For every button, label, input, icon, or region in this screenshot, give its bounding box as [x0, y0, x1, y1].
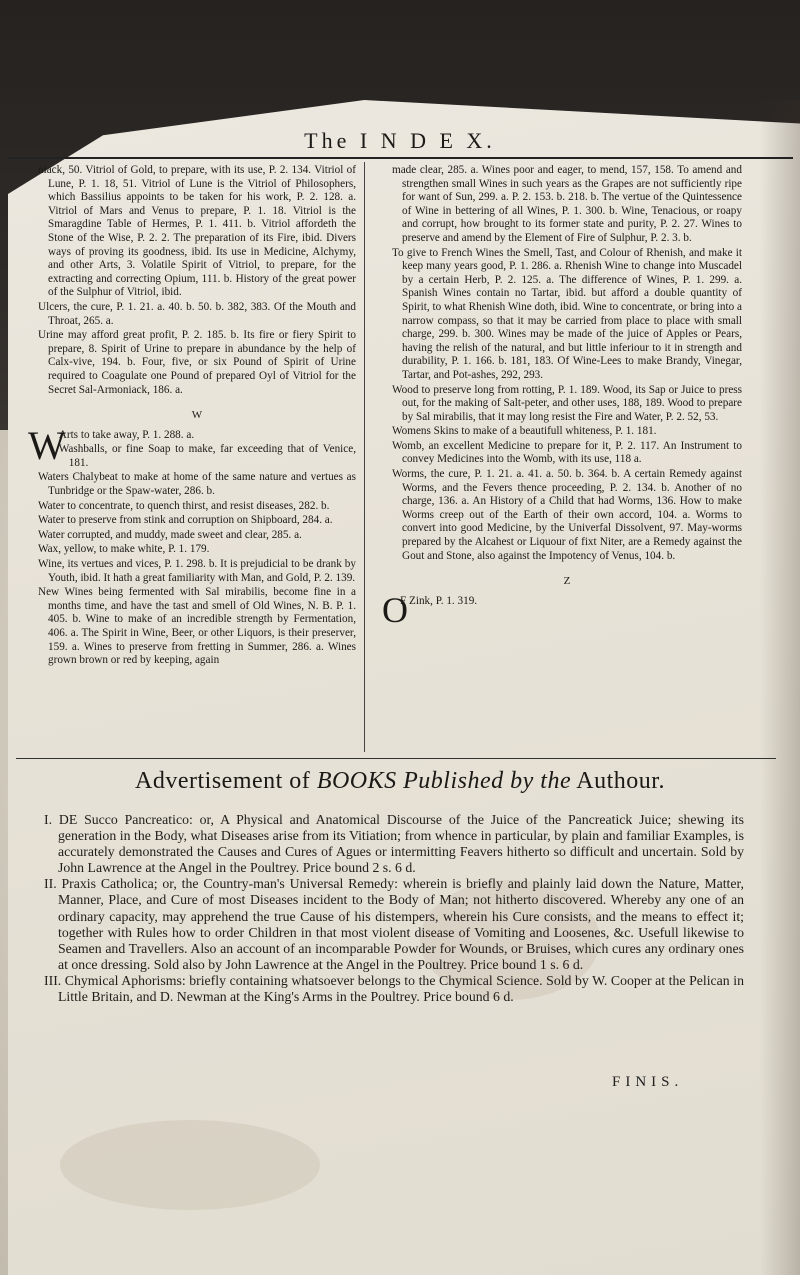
page-edge-shadow — [760, 100, 800, 1275]
column-divider — [364, 162, 365, 752]
index-entry: To give to French Wines the Smell, Tast, and Colour of Rhenish, and make it keep many years good, P. 1. 286. a. Rhenish Wine to change into Muscadel by a certain Herb, P. 2. 125. a. The difference of Wines, P. 1. 299. a. Spanish Wines contain no Tartar, ibid. but afford a double quantity of Spirit, to what Rhenish Wine doth, ibid. Wine to concentrate, or bring into a narrow compass, so that it may be carried from place to place with small charge, 299. b. 300. Wines may be made of the juice of Apples or Pears, having the relish of the natural, and but little inferiour to it in strength and durability, P. 1. 166. b. 181, 183. Of Wine-Lees to make Brandy, Vinegar, Tartar, and Pot-ashes, 292, 293. — [392, 246, 742, 381]
index-entry: Womb, an excellent Medicine to prepare for it, P. 2. 117. An Instrument to convey Medicines into the Womb, with its use, 118 a. — [392, 439, 742, 466]
index-entry: Water to concentrate, to quench thirst, and resist diseases, 282. b. — [38, 499, 330, 512]
index-entry: Water corrupted, and muddy, made sweet and clear, 285. a. — [38, 528, 302, 541]
advertisement-item: II. Praxis Catholica; or, the Country-man's Universal Remedy: wherein is briefly and plainly laid down the Nature, Matter, Manner, Place, and Cure of most Diseases incident to the Body of Man; not hitherto discovered. Whereby any one of an ordinary capacity, may apprehend the true Cause of his distempers, wherein his Cure consists, and the means to effect it; together with Rules how to order Children in that most violent disease of Vomiting and Loosenes, &c. Usefull likewise to Seamen and Travellers. Also an account of an incomparable Powder for Wounds, or Bruises, which cures any ordinary ones at once dressing. Sold also by John Lawrence at the Angel in the Poultrey. Price bound 1 s. 6 d. — [44, 876, 744, 972]
advertisement-item: III. Chymical Aphorisms: briefly containing whatsoever belongs to the Chymical Science. Sold by W. Cooper at the Pelican in Little Britain, and D. Newman at the King's Arms in the Poultrey. Price bound 6 d. — [44, 972, 744, 1005]
index-entry: niack, 50. Vitriol of Gold, to prepare, with its use, P. 2. 134. Vitriol of Lune, P. 1. 18, 51. Vitriol of Lune is the Vitriol of Philosophers, which Bassilius appoints to be taken for his work, P. 2. 128. a. Vitriol of Mars and Venus to prepare, P. 1. 18. Vitriol is the Smaragdine Table of Hermes, P. 1. 411. b. Vitriol affordeth the Stone of the Wise, P. 2. 2. The preparation of its Fire, ibid. Divers ways of proving its goodness, ibid. Its use in Medicine, Alchymy, and other Arts, 3. Volatile Spirit of Vitriol, to prepare, for the extracting and correcting Opium, 111. b. History of the great power of the Sulphur of Vitriol, ibid. — [38, 164, 356, 299]
index-entry: Ulcers, the cure, P. 1. 21. a. 40. b. 50. b. 382, 383. Of the Mouth and Throat, 265. a. — [38, 300, 356, 327]
left-column — [28, 164, 356, 669]
index-entry: Womens Skins to make of a beautifull whiteness, P. 1. 181. — [392, 425, 657, 438]
index-entry: W Arts to take away, P. 1. 288. a. — [28, 422, 195, 468]
index-entry: made clear, 285. a. Wines poor and eager, to mend, 157, 158. To amend and strengthen small Wines in such years as the Grapes are not sufficiently ripe for want of Sun, 299. a. P. 2. 153. b. 218. b. The vertue of the Quintessence of Wine in bettering of all Wines, P. 1. 300. b. Wine, Tenacious, or roapy and corrupt, how brought to its former state and purity, P. 2. 27. Wines to preserve and amend by the Element of Fire of Sulphur, P. 2. 3. b. — [392, 164, 742, 244]
header-rule — [8, 157, 793, 159]
bottom-rule — [16, 758, 776, 759]
index-entry: New Wines being fermented with Sal mirabilis, become fine in a months time, and have the tast and smell of Old Wines, N. B. P. 1. 405. b. Wine to make of an incredible strength by Fermentation, 406. a. The Spirit in Wine, Beer, or other Liquors, is their preserver, 159. a. Wines to preserve from fretting in Summer, 286. a. Wines grown brown or red by keeping, again — [38, 586, 356, 667]
index-entry: Wine, its vertues and vices, P. 1. 298. b. It is prejudicial to be drank by Youth, ibid. It hath a great familiarity with Man, and Gold, P. 2. 139. — [38, 558, 356, 584]
paper-stain — [60, 1120, 320, 1210]
catchword: FINIS. — [612, 1074, 684, 1090]
drop-cap-w: W — [28, 422, 66, 468]
index-entry: Waters Chalybeat to make at home of the same nature and vertues as Tunbridge or the Spaw-water, 286. b. — [38, 471, 356, 498]
section-letter-z: Z — [563, 575, 571, 588]
advertisement-title: Advertisement of BOOKS Published by the Authour. — [135, 768, 665, 794]
index-title: The I N D E X. — [304, 128, 496, 153]
section-letter-w: W — [191, 409, 203, 422]
index-entry: Urine may afford great profit, P. 2. 185. b. Its fire or fiery Spirit to prepare, 8. Spirit of Urine to prepare in abundance by the help of Calx-vive, 194. b. Four, five, or six Pound of Spirit of Urine required to Coagulate one Pound of prepared Oyl of Vitriol for the Secret Sal-Armoniack, 186. a. — [38, 329, 356, 396]
index-entry: Wax, yellow, to make white, P. 1. 179. — [38, 543, 210, 556]
right-column — [382, 164, 742, 630]
index-entry: Wood to preserve long from rotting, P. 1. 189. Wood, its Sap or Juice to press out, for the making of Salt-peter, and other uses, 188, 189. Wood to prepare by Sal mirabilis, that it may long resist the Fire and Water, P. 2. 52, 53. — [392, 383, 742, 423]
drop-cap-o: O — [382, 589, 408, 630]
advertisement-body — [44, 812, 744, 1005]
advertisement-item: I. DE Succo Pancreatico: or, A Physical and Anatomical Discourse of the Juice of the Pancreatick Juice; shewing its generation in the Body, what Diseases arise from its Vitiation; from whence in particular, by plain and familiar Examples, is accurately demonstrated the Causes and Cures of Agues or intermitting Feavers hitherto so difficult and uncertain. Sold by John Lawrence at the Angel in the Poultrey. Price bound 2 s. 6 d. — [44, 812, 744, 876]
index-entry: Worms, the cure, P. 1. 21. a. 41. a. 50. b. 364. b. A certain Remedy against Worms, and the Fevers thence proceeding, P. 2. 134. b. Another of no charge, 136. a. An History of a Child that had Worms, 136. How to make Worms creep out of the Earth of their own accord, 104. a. Worms to convert into good Medicine, by the Univerfal Dissolvent, 97. May-worms prepared by the Alcahest or Liquour of fixt Niter, are a Remedy against the Gout and Stone, also against the Impotency of Venus, 104. b. — [392, 468, 742, 562]
index-entry: O F Zink, P. 1. 319. — [382, 589, 478, 630]
index-entry: Washballs, or fine Soap to make, far exceeding that of Venice, 181. — [58, 443, 356, 469]
index-entry: Water to preserve from stink and corruption on Shipboard, 284. a. — [38, 514, 333, 527]
